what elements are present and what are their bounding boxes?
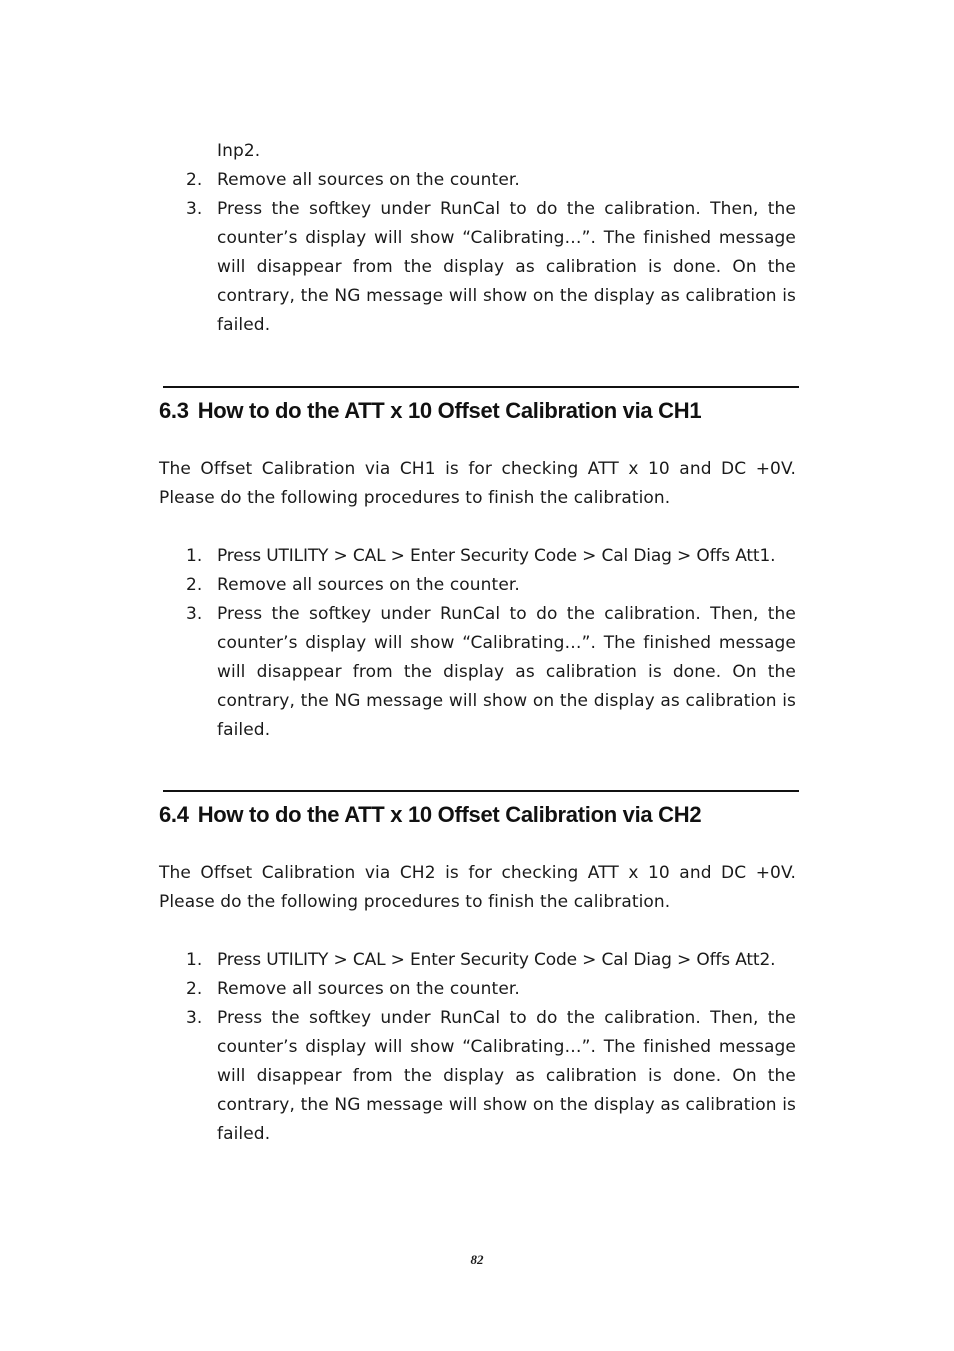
section-heading — [159, 397, 799, 425]
list-number: 1. — [186, 546, 203, 566]
section-number: 6.3 — [159, 398, 189, 423]
list-item — [186, 946, 796, 975]
list-number: 3. — [186, 604, 203, 624]
list-item-text: Press the softkey under RunCal to do the calibration. Then, the counter’s display will show “Calibrating…”. The finished message will disappear from the display as calibration is done. On the contrary, the NG message will show on the display as calibration is failed. — [217, 199, 796, 335]
list-item-text: Remove all sources on the counter. — [217, 170, 520, 190]
section-title: How to do the ATT x 10 Offset Calibration via CH1 — [197, 398, 702, 423]
section-divider — [163, 790, 799, 792]
section-heading — [159, 801, 799, 829]
list-number: 2. — [186, 575, 203, 595]
list-number: 1. — [186, 950, 203, 970]
list-item — [186, 975, 796, 1004]
list-number: 2. — [186, 979, 203, 999]
section-intro — [159, 455, 796, 513]
list-item — [186, 571, 796, 600]
list-item-text: Press the softkey under RunCal to do the calibration. Then, the counter’s display will show “Calibrating…”. The finished message will disappear from the display as calibration is done. On the contrary, the NG message will show on the display as calibration is failed. — [217, 604, 796, 740]
procedure-list — [186, 946, 796, 1149]
section-title: How to do the ATT x 10 Offset Calibration via CH2 — [197, 802, 702, 827]
list-item — [186, 195, 796, 340]
list-item — [186, 600, 796, 745]
procedure-list-top — [186, 166, 796, 340]
page-number: 82 — [470, 1252, 484, 1267]
list-item-text: Press the softkey under RunCal to do the calibration. Then, the counter’s display will show “Calibrating…”. The finished message will disappear from the display as calibration is done. On the contrary, the NG message will show on the display as calibration is failed. — [217, 1008, 796, 1144]
list-number: 3. — [186, 199, 203, 219]
list-item-continuation: Inp2. — [217, 141, 261, 161]
intro-line: Please do the following procedures to finish the calibration. — [159, 892, 671, 912]
list-item — [186, 1004, 796, 1149]
list-item-text: Press UTILITY > CAL > Enter Security Code > Cal Diag > Offs Att2. — [217, 950, 776, 970]
intro-line: The Offset Calibration via CH2 is for checking ATT x 10 and DC +0V. — [159, 863, 796, 883]
list-item — [186, 542, 796, 571]
list-item — [186, 166, 796, 195]
list-item-text: Press UTILITY > CAL > Enter Security Code > Cal Diag > Offs Att1. — [217, 546, 776, 566]
section-divider — [163, 386, 799, 388]
intro-line: Please do the following procedures to finish the calibration. — [159, 488, 671, 508]
list-number: 3. — [186, 1008, 203, 1028]
section-number: 6.4 — [159, 802, 189, 827]
procedure-list — [186, 542, 796, 745]
list-item-text: Remove all sources on the counter. — [217, 575, 520, 595]
list-item-text: Remove all sources on the counter. — [217, 979, 520, 999]
section-intro — [159, 859, 796, 917]
intro-line: The Offset Calibration via CH1 is for checking ATT x 10 and DC +0V. — [159, 459, 796, 479]
list-number: 2. — [186, 170, 203, 190]
